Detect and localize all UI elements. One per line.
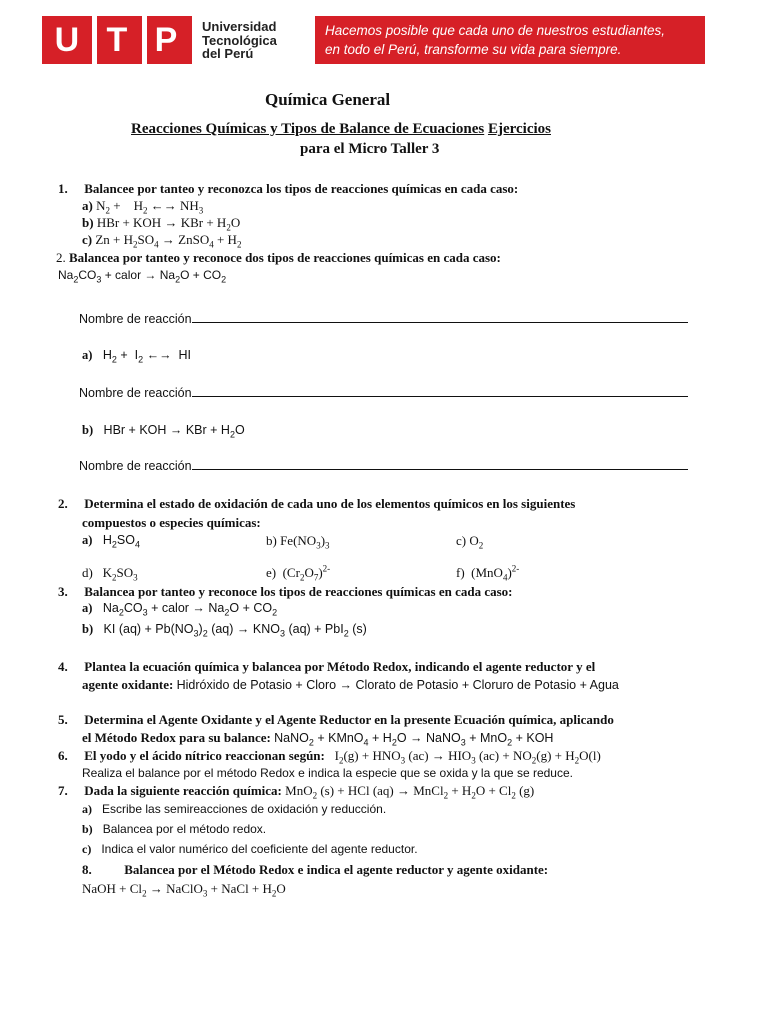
subtitle-topic: Reacciones Químicas y Tipos de Balance de Ecuaciones — [131, 121, 485, 137]
species-e: e) $(Cr_2O_7)^{2-}$ — [266, 563, 331, 583]
species-b: b) $Fe(NO_3)_3$ — [266, 533, 330, 551]
question-prompt: Balancea por tanteo y reconoce los tipos de reacciones químicas en cada caso: — [84, 584, 513, 599]
item-label: a) — [82, 802, 92, 816]
question-5-line-2 — [82, 729, 553, 747]
university-line: Universidad — [202, 19, 277, 34]
question-number: 4. — [58, 659, 68, 674]
reaction-4: Hidróxido de Potasio + Cloro → Clorato de Potasio + Cloruro de Potasio + Agua — [176, 678, 619, 692]
question-7-item-c — [82, 841, 418, 858]
question-1 — [58, 180, 518, 197]
question-number: 3. — [58, 584, 68, 599]
question-number: 5. — [58, 712, 68, 727]
logo-letter-u: U — [54, 20, 82, 59]
species-a: a) $H_2SO_4$ — [82, 533, 140, 550]
question-7 — [58, 782, 534, 799]
question-prompt: Balancea por el Método Redox e indica el agente reductor y agente oxidante: — [124, 862, 549, 877]
question-number: 2. — [56, 250, 66, 265]
slogan-line: Hacemos posible que cada uno de nuestros estudiantes, — [325, 23, 665, 38]
question-3 — [58, 583, 513, 600]
question-prompt: Plantea la ecuación química y balancea por Método Redox, indicando el agente reductor y el — [84, 659, 596, 674]
question-number: 6. — [58, 748, 68, 763]
page-title: Química General — [265, 90, 391, 109]
reaction-8: NaOH + $Cl_2$ → NaClO$_3$ + NaCl + $H_2O$ — [82, 881, 286, 899]
question-5 — [58, 711, 614, 728]
question-7-item-b — [82, 821, 266, 838]
species-c: c) $O_2$ — [456, 533, 484, 551]
logo-divider — [142, 16, 147, 64]
item-text: Escribe las semireacciones de oxidación y reducción. — [102, 802, 387, 816]
question-6-instruction: Realiza el balance por el método Redox e indica la especie que se oxida y la que se reduce. — [82, 766, 573, 780]
item-label: c) — [82, 842, 92, 856]
question-8 — [82, 861, 548, 878]
question-prompt: Determina el Agente Oxidante y el Agente Reductor en la presente Ecuación química, aplicando — [84, 712, 614, 727]
subtitle-line-2: para el Micro Taller 3 — [300, 141, 440, 157]
reaction-1b: b) HBr + KOH → KBr + $H_2O$ — [82, 215, 241, 233]
slogan-banner — [315, 16, 705, 64]
subtitle — [131, 121, 551, 138]
reaction-name-field[interactable] — [79, 311, 688, 328]
reaction-name-field[interactable] — [79, 458, 688, 475]
question-number: 2. — [58, 496, 68, 511]
logo-letter-p: P — [154, 20, 180, 59]
logo-divider — [92, 16, 97, 64]
subtitle-exercises: Ejercicios — [487, 121, 551, 137]
university-line: del Perú — [202, 46, 254, 61]
question-prompt: el Método Redox para su balance: — [82, 730, 271, 745]
species-f: f) $(MnO_4)^{2-}$ — [456, 563, 520, 583]
question-number: 7. — [58, 783, 68, 798]
question-6 — [58, 747, 601, 764]
question-number: 8. — [82, 862, 92, 877]
reaction-h2-i2: a) $H_2 + I_2$ ←→ HI — [82, 348, 192, 365]
reaction-name-label: Nombre de reacción — [79, 386, 192, 400]
question-4 — [58, 658, 595, 675]
species-d: d) $K_2SO_3$ — [82, 565, 138, 583]
reaction-name-field[interactable] — [79, 385, 688, 402]
question-prompt: Balancea por tanteo y reconoce dos tipos de reacciones químicas en cada caso: — [69, 250, 501, 265]
question-number: 1. — [58, 181, 68, 196]
reaction-name-label: Nombre de reacción — [79, 459, 192, 473]
question-2-line-2: compuestos o especies químicas: — [82, 515, 261, 530]
reaction-name-label: Nombre de reacción — [79, 312, 192, 326]
question-prompt: agente oxidante: — [82, 677, 174, 692]
question-prompt: Determina el estado de oxidación de cada uno de los elementos químicos en los siguientes — [84, 496, 576, 511]
question-prompt: Balancee por tanteo y reconozca los tipos de reacciones químicas en cada caso: — [84, 181, 519, 196]
university-name — [202, 20, 277, 61]
reaction-5: NaNO$_2$ + KMnO$_4$ + $H_2O$ → NaNO$_3$ + MnO$_2$ + KOH — [274, 731, 554, 748]
university-line: Tecnológica — [202, 32, 277, 48]
question-prompt: Dada la siguiente reacción química: — [84, 783, 282, 798]
item-label: b) — [82, 822, 93, 836]
reaction-1a: a) $N_2$ + $H_2$ ←→ $NH_3$ — [82, 198, 204, 216]
reaction-3a: a) $Na_2CO_3$ + calor → $Na_2O + CO_2$ — [82, 601, 278, 618]
reaction-na2co3: $Na_2CO_3$ + calor → $Na_2O + CO_2$ — [58, 268, 227, 285]
reaction-3b: b) KI $(aq) + Pb(NO_3)_2$ $(aq) \to KNO_3$ (aq) + PbI$_2$ (s) — [82, 622, 367, 639]
question-4-line-2 — [82, 676, 619, 694]
question-7-item-a — [82, 801, 386, 818]
slogan-line: en todo el Perú, transforme su vida para siempre. — [325, 42, 622, 57]
reaction-7: MnO$_2$ (s) + HCl (aq) → MnCl$_2$ + $H_2O + Cl_2$ (g) — [285, 783, 535, 801]
question-2 — [58, 495, 575, 512]
reaction-hbr-koh: b) HBr + KOH → KBr + $H_2O$ — [82, 423, 245, 440]
reaction-1c: c) $Zn + H_2SO_4$ → ZnSO$_4$ + $H_2$ — [82, 232, 242, 250]
item-text: Indica el valor numérico del coeficiente del agente reductor. — [101, 842, 418, 856]
question-2-balance — [56, 249, 501, 266]
utp-logo-letters — [42, 16, 192, 64]
item-text: Balancea por el método redox. — [102, 822, 267, 836]
question-prompt: El yodo y el ácido nítrico reaccionan según: — [84, 748, 325, 763]
logo-letter-t: T — [106, 20, 130, 59]
reaction-6: $I_2(g) + HNO_3$ $(ac) \to HIO_3$ $(ac) + NO_2(g) + H_2O(l)$ — [328, 748, 601, 766]
